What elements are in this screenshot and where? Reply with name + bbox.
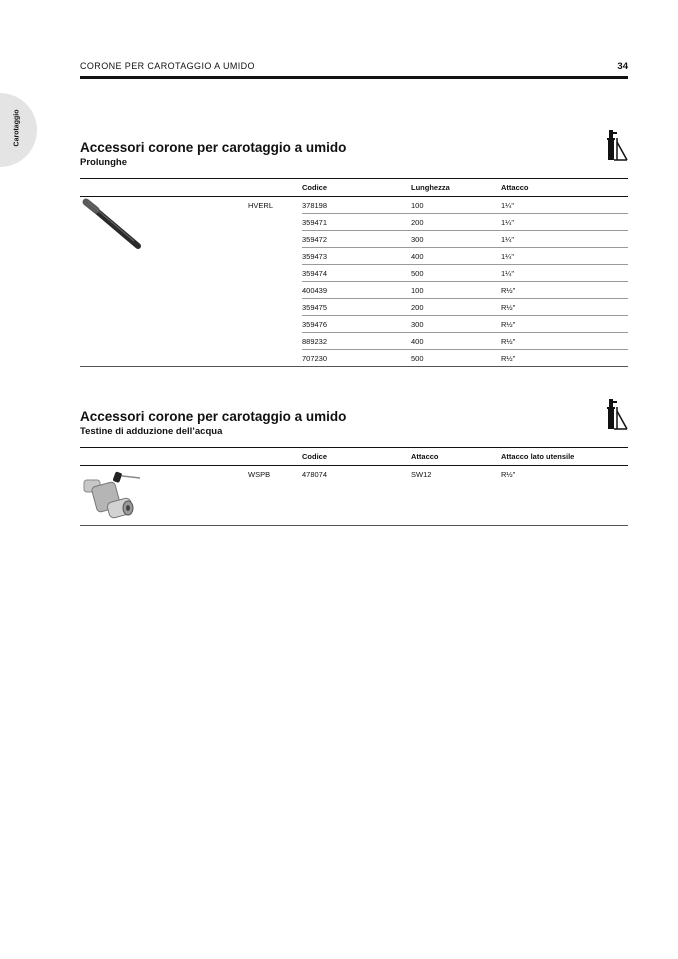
cell-connection: 1¼" [501, 218, 515, 227]
table-body [80, 197, 628, 366]
table-row [302, 265, 628, 282]
table-row [302, 350, 628, 366]
side-tab-label: Carotaggio [13, 109, 21, 147]
cell-code: 359473 [302, 252, 328, 261]
extension-rod-image [80, 197, 146, 251]
cell-length: 200 [411, 218, 424, 227]
cell-length: 100 [411, 286, 424, 295]
cell-code: 478074 [302, 470, 328, 479]
page-header-title: CORONE PER CAROTAGGIO A UMIDO [80, 61, 255, 71]
column-header-code: Codice [302, 183, 328, 192]
cell-code: 359475 [302, 303, 328, 312]
cell-connection: 1¼" [501, 269, 515, 278]
section-title: Accessori corone per carotaggio a umido [80, 140, 347, 155]
cell-code: 400439 [302, 286, 328, 295]
section-water-heads [80, 409, 628, 526]
table-body [80, 466, 628, 482]
table-row [302, 231, 628, 248]
cell-connection: 1¼" [501, 235, 515, 244]
section-extensions [80, 140, 628, 366]
core-drill-icon [606, 397, 628, 431]
cell-code: 707230 [302, 354, 328, 363]
water-heads-table [80, 447, 628, 526]
table-bottom-rule [80, 366, 628, 367]
column-header-connection: Attacco [411, 452, 439, 461]
water-swivel-image [80, 468, 146, 522]
cell-length: 200 [411, 303, 424, 312]
header-rule [80, 76, 628, 79]
column-header-code: Codice [302, 452, 328, 461]
table-row [302, 214, 628, 231]
cell-connection: R½" [501, 320, 516, 329]
cell-code: 359472 [302, 235, 328, 244]
section-subtitle: Testine di adduzione dell’acqua [80, 426, 223, 437]
cell-connection: SW12 [411, 470, 432, 479]
product-name: HVERL [248, 201, 274, 210]
cell-length: 400 [411, 337, 424, 346]
cell-code: 378198 [302, 201, 328, 210]
table-bottom-rule [80, 525, 628, 526]
cell-connection: R½" [501, 337, 516, 346]
cell-code: 359471 [302, 218, 328, 227]
column-header-length: Lunghezza [411, 183, 450, 192]
cell-connection: R½" [501, 303, 516, 312]
cell-tool-side-connection: R½" [501, 470, 516, 479]
table-header [80, 448, 628, 466]
table-row [302, 316, 628, 333]
column-header-connection: Attacco [501, 183, 529, 192]
section-subtitle: Prolunghe [80, 157, 127, 168]
cell-length: 500 [411, 269, 424, 278]
table-row [302, 248, 628, 265]
core-drill-icon [606, 128, 628, 162]
page-number: 34 [617, 61, 628, 72]
section-title: Accessori corone per carotaggio a umido [80, 409, 347, 424]
cell-length: 300 [411, 235, 424, 244]
cell-connection: R½" [501, 354, 516, 363]
cell-length: 100 [411, 201, 424, 210]
table-row [302, 299, 628, 316]
cell-connection: 1¼" [501, 252, 515, 261]
cell-code: 359474 [302, 269, 328, 278]
product-name: WSPB [248, 470, 271, 479]
cell-code: 889232 [302, 337, 328, 346]
cell-length: 400 [411, 252, 424, 261]
table-header [80, 179, 628, 197]
table-row [302, 466, 628, 482]
cell-length: 500 [411, 354, 424, 363]
cell-connection: R½" [501, 286, 516, 295]
column-header-tool-side-connection: Attacco lato utensile [501, 452, 575, 461]
cell-connection: 1¼" [501, 201, 515, 210]
table-row [302, 282, 628, 299]
table-row [302, 333, 628, 350]
extensions-table [80, 178, 628, 366]
cell-length: 300 [411, 320, 424, 329]
cell-code: 359476 [302, 320, 328, 329]
table-row [302, 197, 628, 214]
